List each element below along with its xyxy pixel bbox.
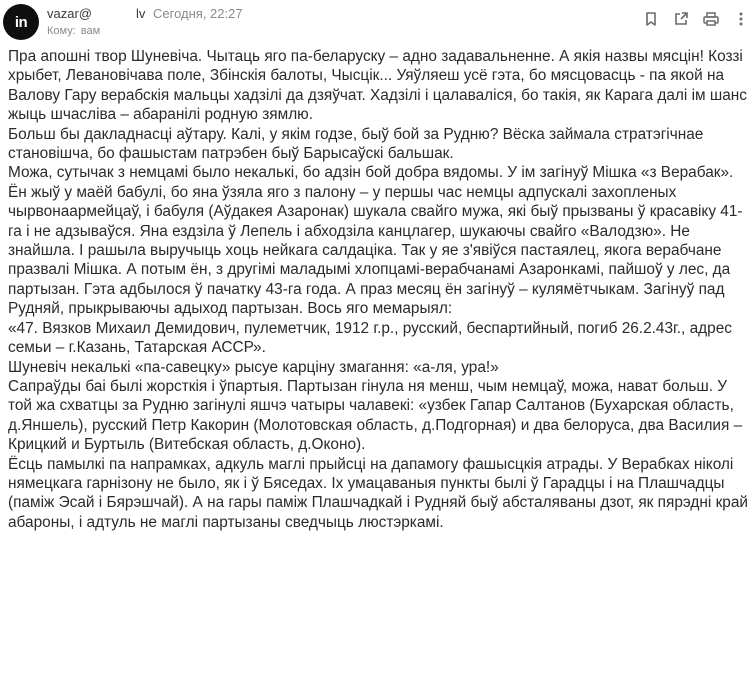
body-paragraph: Пра апошні твор Шуневіча. Чытаць яго па-беларуску – адно задавальненне. А якія назвы мясцін! Коззі хрыбет, Левановічава поле, Збінскія балоты, Чысцік... Уяўляеш усё гэта, бо мясцовасць - па якой на Валову Гару верабскія мальцы хадзілі да дзяўчат. Хадзілі і цалаваліся, бо такія, як Карага далі ім шанс жыць шчасліва – абаранілі родную зямлю. [8,48,747,124]
message-body [8,47,754,532]
sender-avatar[interactable] [3,4,39,40]
body-paragraph: Можа, сутычак з немцамі было некалькі, бо адзін бой добра вядомы. У ім загінуў Мішка «з Верабак». Ён жыў у маёй бабулі, бо яна ўзяла яго з палону – у першы час немцы адпускалі захопленых чырвонаармейцаў, і бабуля (Аўдакея Азаронак) шукала свайго мужа, які быў прызваны ў красавіку 41-га і не адзываўся. Яна ездзіла ў Лепель і абходзіла канцлагер, шукаючы свайго «Валодзю». Не знайшла. І рашыла выручыць хоць нейкага салдаціка. Так у яе з'явіўся пастаялец, якога верабчане празвалі Мішка. А потым ён, з другімі маладымі хлопцамі-верабчанамі Азаронкамі, пайшоў у лес, да партызан. Гэта адбылося ў пачатку 43-га года. А праз месяц ён загінуў – кулямётчыкам. Загінуў пад Рудняй, прыкрываючы адыход партызан. Вось яго мемарыял: [8,164,743,318]
recipient-line [47,25,100,37]
message-actions [636,8,756,30]
to-value[interactable]: вам [80,25,101,37]
message-date: Сегодня, 22:27 [153,6,243,21]
message-header [0,0,756,42]
body-paragraph: Больш бы дакладнасці аўтару. Калі, у якім годзе, быў бой за Рудню? Вёска займала стратэгічнае становішча, бо фашыстам патрэбен быў Барысаўскі бальшак. [8,125,704,163]
external-link-icon[interactable] [666,8,696,30]
body-paragraph: «47. Вязков Михаил Демидович, пулеметчик, 1912 г.р., русский, беспартийный, погиб 26.2.43г., адрес семьи – г.Казань, Татарская АССР». [8,319,732,357]
more-icon[interactable] [726,8,756,30]
bookmark-icon[interactable] [636,8,666,30]
body-paragraph: Шуневіч некалькі «па-савецку» рысуе карціну змагання: «а-ля, ура!» [8,358,499,376]
sender-email[interactable]: vazar@ [47,6,92,21]
sender-email-suffix[interactable]: lv [136,6,146,21]
body-paragraph: Ёсць памылкі па напрамках, адкуль маглі прыйсці на дапамогу фашысцкія атрады. У Верабках ніколі нямецкага гарнізону не было, як і ў Бяседах. Іх умацаваныя пункты былі ў Гарадцы і на Плашчадцы (паміж Эсай і Бярэшчай). А на гары паміж Плашчадкай і Рудняй быў абсталяваны дзот, як пярэдні край абароны, і адтуль не маглі партызаны сведчыць люстэркамі. [8,455,749,531]
sender-line [47,6,243,21]
to-label: Кому: [47,25,76,37]
avatar-text: in [14,13,28,31]
print-icon[interactable] [696,8,726,30]
body-paragraph: Сапраўды баі былі жорсткія і ўпартыя. Партызан гінула ня менш, чым немцаў, можа, нават больш. У той жа схватцы за Рудню загінулі яшчэ чатыры чалавекі: «узбек Гапар Салтанов (Бухарская область, д.Яншель), русский Петр Какорин (Молотовская область, д.Подгорная) и два белоруса, два Василия – Крицкий и Буртыль (Витебская область, д.Оконо). [8,377,743,454]
